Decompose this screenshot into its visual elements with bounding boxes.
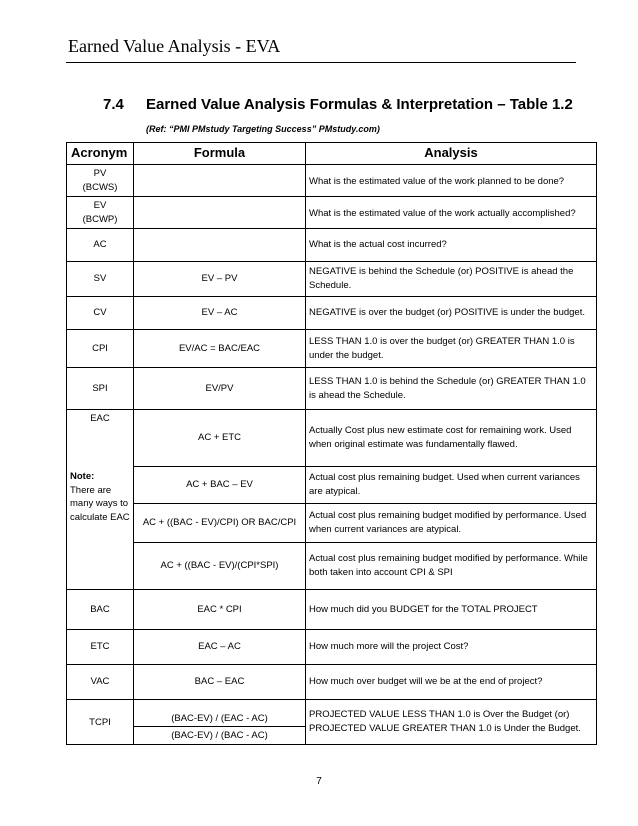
analysis-bac: How much did you BUDGET for the TOTAL PROJECT xyxy=(306,590,597,630)
formula-eac-4: AC + ((BAC - EV)/(CPI*SPI) xyxy=(134,543,306,590)
acronym-pv: PV xyxy=(93,167,107,179)
analysis-cpi: LESS THAN 1.0 is over the budget (or) GREATER THAN 1.0 is under the budget. xyxy=(306,330,597,368)
formula-vac: BAC – EAC xyxy=(134,665,306,700)
table-row-eac-2 xyxy=(67,467,597,504)
analysis-cv: NEGATIVE is over the budget (or) POSITIVE is under the budget. xyxy=(306,297,597,330)
acronym-cpi: CPI xyxy=(67,330,134,368)
analysis-tcpi: PROJECTED VALUE LESS THAN 1.0 is Over the Budget (or) PROJECTED VALUE GREATER THAN 1.0 is Under the Budget. xyxy=(306,700,597,745)
table-row-sv xyxy=(67,262,597,297)
formula-cv: EV – AC xyxy=(134,297,306,330)
acronym-ev-alt: (BCWP) xyxy=(82,213,118,225)
table-row-cpi xyxy=(67,330,597,368)
formula-ac xyxy=(134,229,306,262)
analysis-eac-1: Actually Cost plus new estimate cost for remaining work. Used when original estimate was fundamentally flawed. xyxy=(306,410,597,467)
section-title: Earned Value Analysis Formulas & Interpretation – Table 1.2 xyxy=(146,96,573,113)
table-row-ev xyxy=(67,197,597,229)
formula-eac-3: AC + ((BAC - EV)/CPI) OR BAC/CPI xyxy=(134,504,306,543)
table-row-vac xyxy=(67,665,597,700)
table-row-eac-1 xyxy=(67,410,597,467)
analysis-eac-2: Actual cost plus remaining budget. Used when current variances are atypical. xyxy=(306,467,597,504)
eac-note xyxy=(70,470,130,525)
acronym-ev: EV xyxy=(93,199,107,211)
acronym-bac: BAC xyxy=(67,590,134,630)
formula-ev xyxy=(134,197,306,229)
analysis-vac: How much over budget will we be at the end of project? xyxy=(306,665,597,700)
formula-eac-1: AC + ETC xyxy=(134,410,306,467)
table-row-pv xyxy=(67,165,597,197)
formula-bac: EAC * CPI xyxy=(134,590,306,630)
formula-etc: EAC – AC xyxy=(134,630,306,665)
header-acronym: Acronym xyxy=(67,143,134,165)
table-row-bac xyxy=(67,590,597,630)
eac-note-title: Note: xyxy=(70,470,95,482)
section-reference: (Ref: “PMI PMstudy Targeting Success” PMstudy.com) xyxy=(146,124,380,134)
eva-formulas-table xyxy=(66,142,597,745)
header-rule xyxy=(66,62,576,63)
analysis-ac: What is the actual cost incurred? xyxy=(306,229,597,262)
acronym-pv-alt: (BCWS) xyxy=(82,181,118,193)
acronym-sv: SV xyxy=(67,262,134,297)
acronym-etc: ETC xyxy=(67,630,134,665)
section-number: 7.4 xyxy=(103,96,124,113)
header-formula: Formula xyxy=(134,143,306,165)
analysis-sv: NEGATIVE is behind the Schedule (or) POSITIVE is ahead the Schedule. xyxy=(306,262,597,297)
formula-eac-2: AC + BAC – EV xyxy=(134,467,306,504)
eac-note-body: There are many ways to calculate EAC xyxy=(70,484,130,524)
table-header-row xyxy=(67,143,597,165)
formula-spi: EV/PV xyxy=(134,368,306,410)
acronym-cv: CV xyxy=(67,297,134,330)
analysis-ev: What is the estimated value of the work actually accomplished? xyxy=(306,197,597,229)
acronym-tcpi: TCPI xyxy=(67,700,134,745)
analysis-spi: LESS THAN 1.0 is behind the Schedule (or) GREATER THAN 1.0 is ahead the Schedule. xyxy=(306,368,597,410)
acronym-ac: AC xyxy=(67,229,134,262)
acronym-eac: EAC xyxy=(90,413,110,424)
analysis-pv: What is the estimated value of the work planned to be done? xyxy=(306,165,597,197)
formula-tcpi-2: (BAC-EV) / (BAC - AC) xyxy=(134,727,306,745)
table-row-ac xyxy=(67,229,597,262)
acronym-cell xyxy=(67,197,134,229)
table-row-eac-4 xyxy=(67,543,597,590)
formula-tcpi-1: (BAC-EV) / (EAC - AC) xyxy=(134,700,306,727)
analysis-eac-3: Actual cost plus remaining budget modified by performance. Used when current variances are atypical. xyxy=(306,504,597,543)
table-row-tcpi-1 xyxy=(67,700,597,727)
acronym-spi: SPI xyxy=(67,368,134,410)
analysis-etc: How much more will the project Cost? xyxy=(306,630,597,665)
table-row-etc xyxy=(67,630,597,665)
header-analysis: Analysis xyxy=(306,143,597,165)
acronym-eac-cell xyxy=(67,410,134,590)
running-header: Earned Value Analysis - EVA xyxy=(68,36,281,56)
formula-cpi: EV/AC = BAC/EAC xyxy=(134,330,306,368)
table-row-spi xyxy=(67,368,597,410)
analysis-eac-4: Actual cost plus remaining budget modified by performance. While both taken into account CPI & SPI xyxy=(306,543,597,590)
acronym-cell xyxy=(67,165,134,197)
formula-sv: EV – PV xyxy=(134,262,306,297)
table-row-eac-3 xyxy=(67,504,597,543)
formula-pv xyxy=(134,165,306,197)
acronym-vac: VAC xyxy=(67,665,134,700)
table-row-cv xyxy=(67,297,597,330)
page-number: 7 xyxy=(316,776,322,787)
